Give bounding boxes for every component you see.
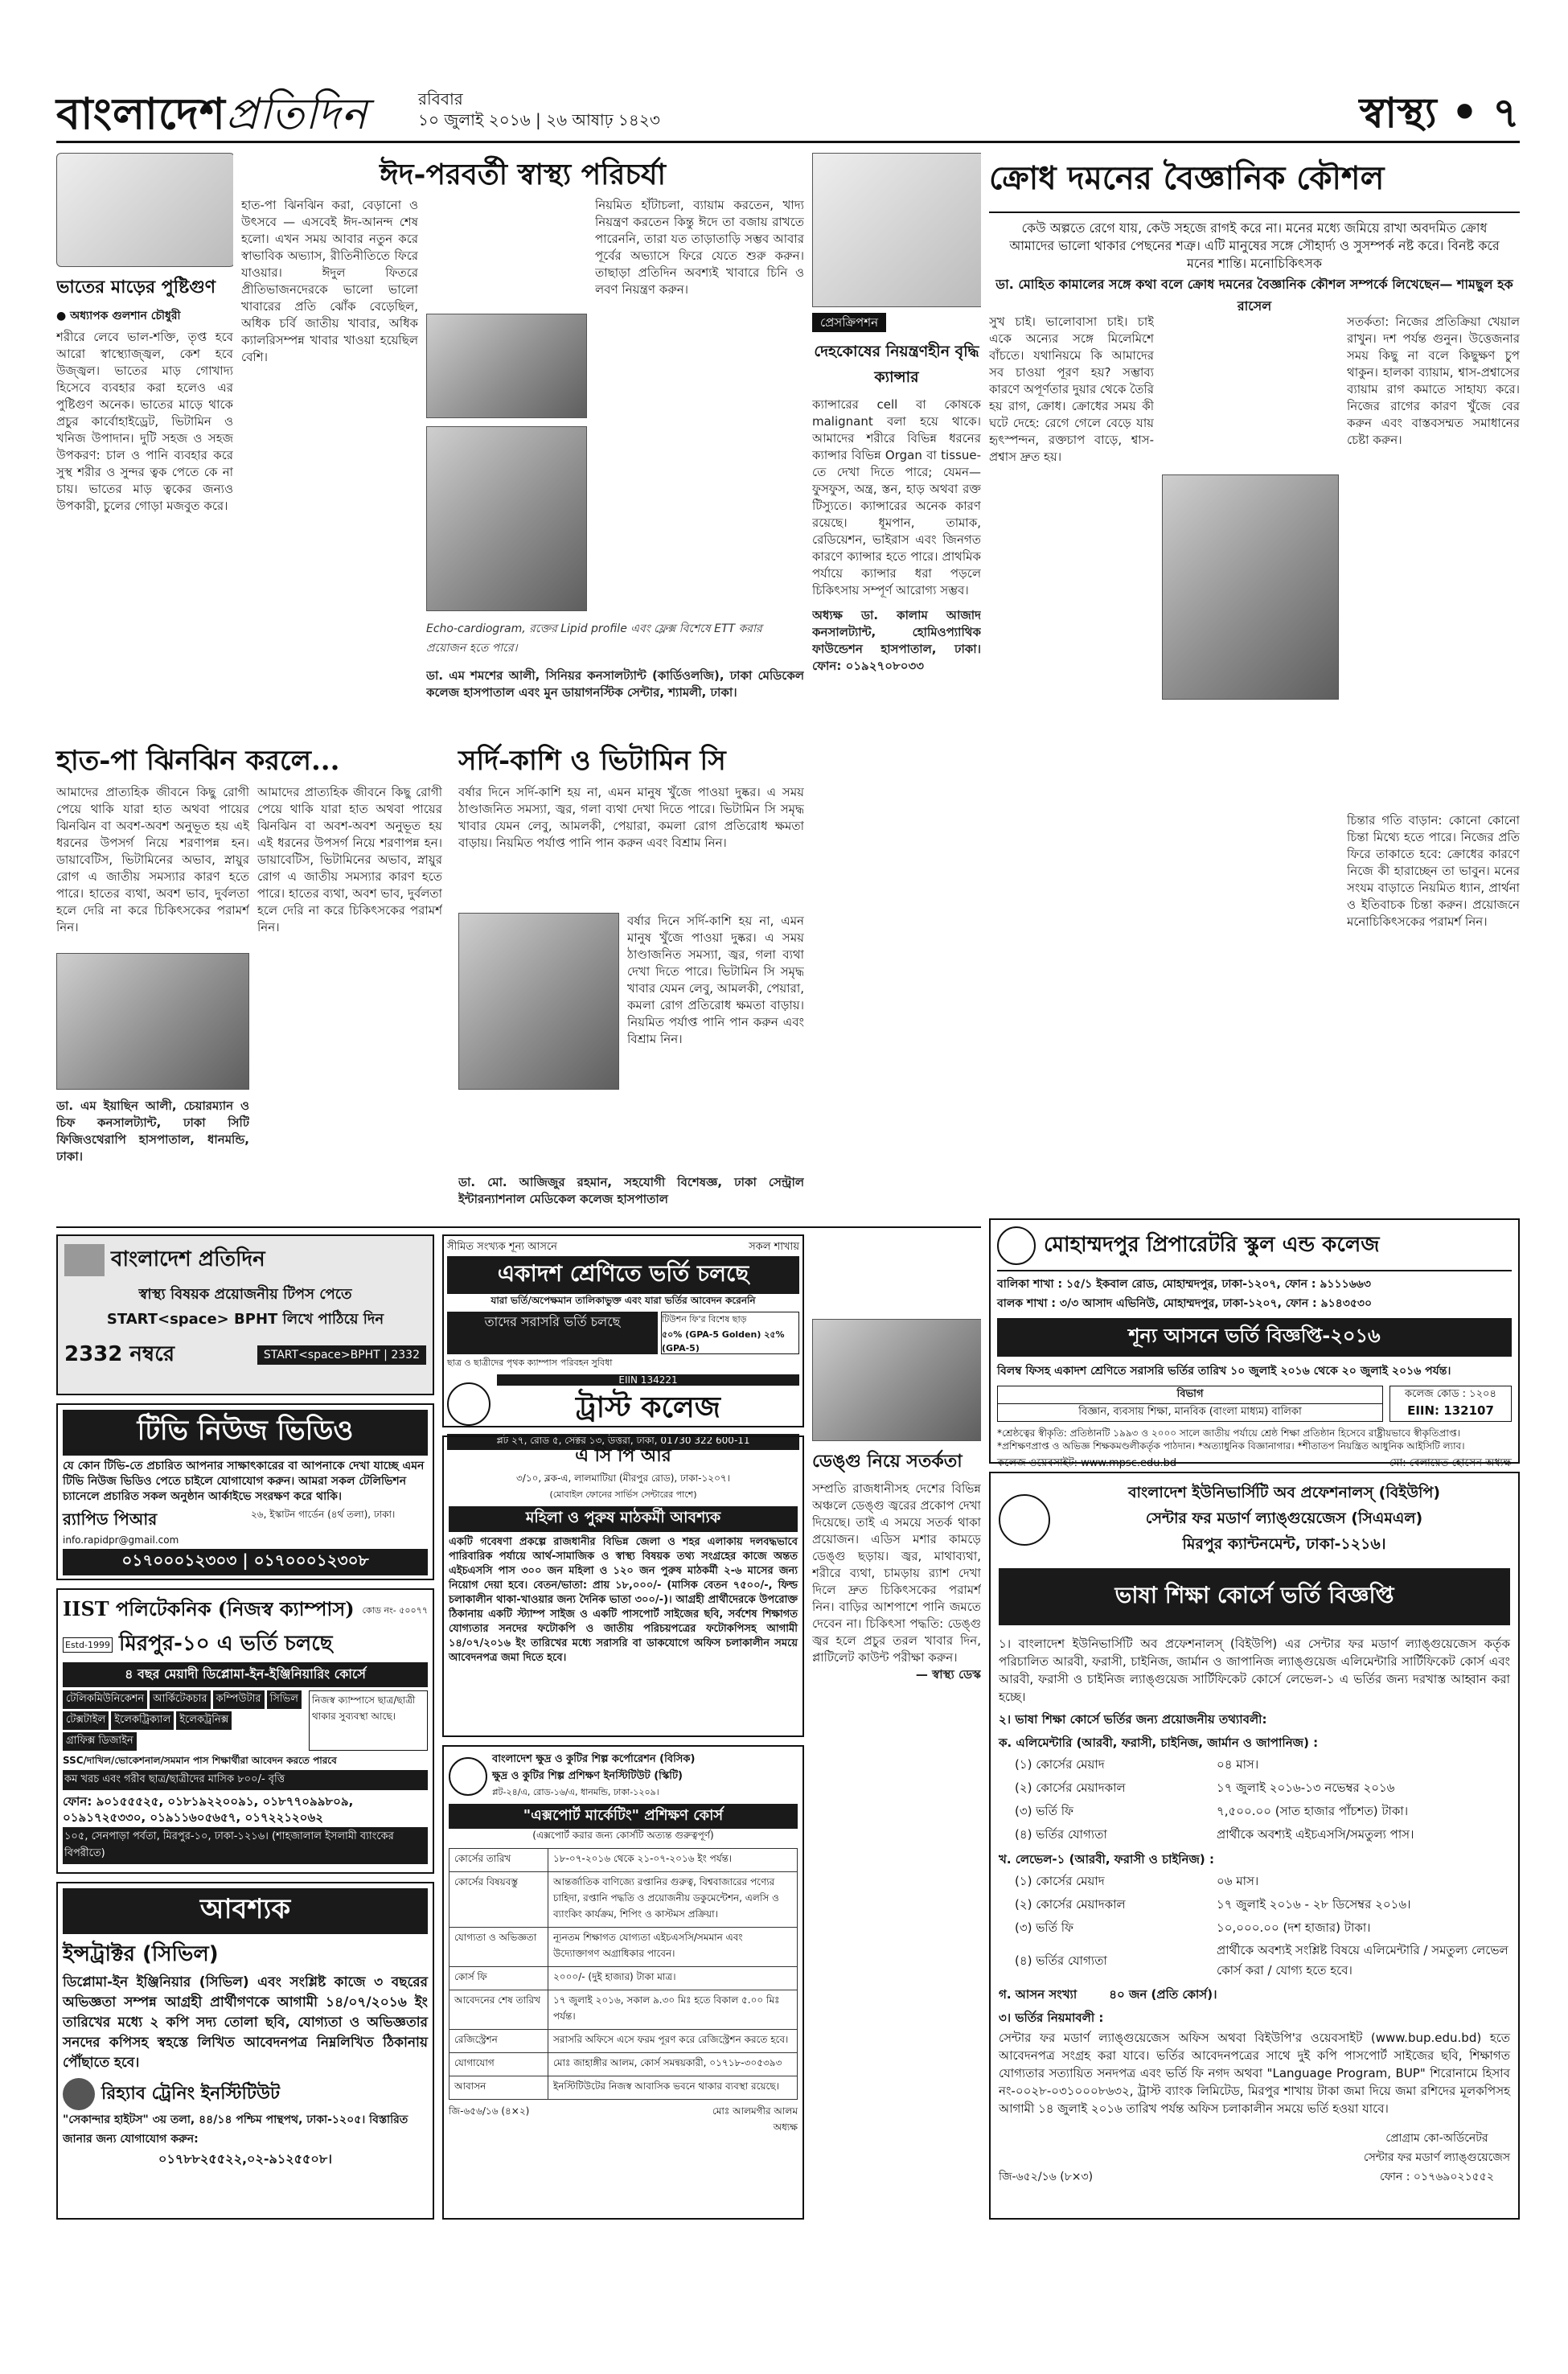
angry-face-image (1162, 474, 1339, 700)
echo-caption: Echo-cardiogram, রক্তের Lipid profile এবং ফ্লেক্স বিশেষে ETT করার প্রয়োজন হতে পারে। (426, 622, 762, 655)
iist-name: IIST পলিটেকনিক (নিজস্ব ক্যাম্পাস) (63, 1597, 355, 1620)
bscic-logo-icon (449, 1757, 487, 1796)
mpsc-website: কলেজ ওয়েবসাইট: www.mpsc.edu.bd (997, 1457, 1177, 1469)
anger-col-1: সুখ চাই। ভালোবাসা চাই। চাই একে অন্যের সঙ্গে মিলেমিশে বাঁচতে। যথানিয়মে কি আমাদের সব চাওয়া পূরণ হয়? সম্ভাব্য কারণে অপূর্ণতার দুয়ার থেকে তৈরি হয় রাগ, ক্রোধ। ক্রোধের সময় কী ঘটে দেহে: রেগে গেলে বেড়ে যায় হৃৎস্পন্দন, রক্তচাপ বাড়ে, শ্বাস-প্রশ্বাস দ্রুত হয়। (989, 314, 1154, 464)
tv-address: ২৬, ইস্কাটন গার্ডেন (৪র্থ তলা), ঢাকা। (251, 1509, 396, 1520)
bscic-signer: মোঃ আলমগীর আলম (712, 2105, 798, 2117)
cold-headline: সর্দি-কাশি ও ভিটামিন সি (458, 745, 726, 777)
prescription-article (812, 153, 981, 1311)
bscic-org-1: বাংলাদেশ ক্ষুদ্র ও কুটির শিল্প কর্পোরেশন (বিসিক) (492, 1753, 696, 1765)
mpsc-signer-title: অধ্যক্ষ (1485, 1457, 1512, 1469)
tech-item: ইলেকট্রিক্যাল (111, 1711, 174, 1730)
bup-a-label: ক. এলিমেন্টারি (আরবী, ফরাসী, চাইনিজ, জার্মান ও জাপানিজ) : (999, 1735, 1319, 1750)
table-row: (৪) ভর্তির যোগ্যতা প্রার্থীকে অবশ্যই সংশ্লিষ্ট বিষয়ে এলিমেন্টারি / সমতুল্য লেভেল কোর্স করা / যোগ্য হতে হবে। (1015, 1943, 1508, 1978)
acpr-name: এ সি পি আর (575, 1445, 671, 1466)
bup-name-1: বাংলাদেশ ইউনিভার্সিটি অব প্রফেশনালস্ (বিইউপি) (1127, 1484, 1441, 1501)
dengue-article (812, 1319, 981, 2220)
bp-line-3: 2332 নম্বরে (64, 1342, 174, 1366)
table-row: আবেদনের শেষ তারিখ ১৭ জুলাই ২০১৬, সকাল ৯.৩০ মিঃ হতে বিকাল ৫.০০ মিঃ পর্যন্ত। (449, 1990, 798, 2030)
bup-b-table (999, 1871, 1510, 1982)
eid-headline: ঈদ-পরবর্তী স্বাস্থ্য পরিচর্যা (380, 158, 666, 191)
hand-byline: ডা. এম ইয়াছিন আলী, চেয়ারম্যান ও চিফ কনসালট্যান্ট, ঢাকা সিটি ফিজিওথেরাপি হাসপাতাল, ধানমন্ডি, ঢাকা। (56, 1099, 249, 1164)
prescription-byline: অধ্যক্ষ ডা. কালাম আজাদ কনসালট্যান্ট, হোমিওপ্যাথিক ফাউন্ডেশন হাসপাতাল, ঢাকা। ফোন: ০১৯২৭০৮০৩৩ (812, 608, 981, 673)
bscic-signer-title: অধ্যক্ষ (773, 2121, 798, 2133)
hand-image (56, 953, 249, 1090)
table-row: আবাসন ইনস্টিটিউটের নিজস্ব আবাসিক ভবনে থাকার ব্যবস্থা রয়েছে। (449, 2076, 798, 2100)
trust-direct: তাদের সরাসরি ভর্তি চলছে (447, 1312, 658, 1354)
table-row: (২) কোর্সের মেয়াদকাল ১৭ জুলাই ২০১৬-১৩ নভেম্বর ২০১৬ (1015, 1780, 1395, 1795)
newspaper-logo: বাংলাদেশপ্রতিদিন (56, 88, 368, 139)
bscic-course: "এক্সপোর্ট মার্কেটিং" প্রশিক্ষণ কোর্স (449, 1804, 798, 1829)
iist-tech-list (63, 1690, 304, 1751)
mpsc-dept-box: বিভাগ বিজ্ঞান, ব্যবসায় শিক্ষা, মানবিক (বাংলা মাধ্যম) বালিকা (997, 1386, 1383, 1422)
iist-phones: ফোন: ৯০১৫৫৫২৫, ০১৮১৯২২০০৯১, ০১৮৭৭০৯৯৮০৯, ০১৯১৭২৫৩৩০, ০১৯১১৬০৫৬৫৭, ০১৭২২১২০৬২ (63, 1794, 354, 1825)
rice-headline: ভাতের মাড়ের পুষ্টিগুণ (56, 277, 216, 298)
bup-coordinator-2: সেন্টার ফর মডার্ণ ল্যাঙ্গুয়েজেস (1363, 2151, 1510, 2164)
bp-line-1: স্বাস্থ্য বিষয়ক প্রয়োজনীয় টিপস পেতে (138, 1286, 352, 1303)
table-row: যোগাযোগ মোঃ জাহাঙ্গীর আলম, কোর্স সমন্বয়কারী, ০১৭১৮-৩০৫৩৯৩ (449, 2053, 798, 2076)
dengue-headline: ডেঙ্গু নিয়ে সতর্কতা (812, 1451, 963, 1472)
acpr-body: একটি গবেষণা প্রকল্পে রাজধানীর বিভিন্ন জেলা ও শহর এলাকায় দলবদ্ধভাবে পারিবারিক পর্যায়ে আর্থ-সামাজিক ও স্বাস্থ্য বিষয়ক তথ্য সংগ্রহের কাজে অন্তত এইচএসসি পাস ৩০০ জন মহিলা ও ১২০ জন পুরুষ মাঠকর্মী ২-৬ মাসের জন্য নিয়োগ দেয়া হবে। বেতন/ভাতা: প্রায় ১৮,০০০/- (মাসিক বেতন ৭৫০০/-, ফিল্ড চলাকালীন থাকা-খাওয়ার জন্য দৈনিক ভাতা ৩০০/-)। আগ্রহী প্রার্থীদেরকে উপরোক্ত ঠিকানায় একটি স্ট্যাম্প সাইজ ও একটি পাসপোর্ট সাইজের ছবি, সর্বশেষ শিক্ষাগত যোগ্যতার সনদের ফটোকপি ও জাতীয় পরিচয়পত্রের ফটোকপিসহ আগামী ১৪/০৭/২০১৬ ইং তারিখের মধ্যে সরাসরি বা ডাকযোগে অফিস চলাকালীন সময়ে আবেদনপত্র জমা দিতে হবে। (449, 1536, 798, 1664)
bp-line-2: START<space> BPHT লিখে পাঠিয়ে দিন (106, 1311, 384, 1328)
dengue-signature: — স্বাস্থ্য ডেস্ক (915, 1667, 981, 1682)
anger-headline: ক্রোধ দমনের বৈজ্ঞানিক কৌশল (989, 153, 1520, 213)
tech-item: সিভিল (267, 1690, 302, 1709)
bup-p1: ১। বাংলাদেশ ইউনিভার্সিটি অব প্রফেশনালস্ (বিইউপি) এর সেন্টার ফর মডার্ণ ল্যাঙ্গুয়েজেস কর্তৃক পরিচালিত আরবী, ফরাসী, চাইনিজ, জার্মান ও জাপানিজ ল্যাঙ্গুয়েজ এলিমেন্টারি সার্টিফিকেট কোর্স এবং আরবী, ফরাসী ও চাইনিজ ল্যাঙ্গুয়েজ সার্টিফিকেট কোর্সে লেভেল-১ এ ভর্তির জন্য দরখাস্ত আহ্বান করা হচ্ছে। (999, 1637, 1510, 1704)
envelope-icon (64, 1244, 105, 1276)
acpr-title: মহিলা ও পুরুষ মাঠকর্মী আবশ্যক (449, 1506, 798, 1532)
bscic-ad (442, 1745, 804, 2220)
bp-sms-box: START<space>BPHT | 2332 (257, 1345, 426, 1365)
bup-name-2: সেন্টার ফর মডার্ণ ল্যাঙ্গুয়েজেস (সিএমএল) (1145, 1509, 1423, 1527)
bup-p2: ২। ভাষা শিক্ষা কোর্সে ভর্তির জন্য প্রয়োজনীয় তথ্যাবলী: (999, 1712, 1267, 1727)
hand-headline-wrap (56, 740, 458, 780)
table-row: কোর্স ফি ২০০০/- (দুই হাজার) টাকা মাত্র। (449, 1967, 798, 1990)
cold-body: বর্ষার দিনে সর্দি-কাশি হয় না, এমন মানুষ খুঁজে পাওয়া দুষ্কর। এ সময় ঠাণ্ডাজনিত সমস্যা, জ্বর, গলা ব্যথা দেখা দিতে পারে। ভিটামিন সি সমৃদ্ধ খাবার যেমন লেবু, আমলকী, পেয়ারা, কমলা রোগ প্রতিরোধ ক্ষমতা বাড়ায়। নিয়মিত পর্যাপ্ত পানি পান করুন এবং বিশ্রাম নিন। (458, 785, 804, 850)
section-title: স্বাস্থ্য • ৭ (1359, 88, 1520, 138)
cold-col-2: বর্ষার দিনে সর্দি-কাশি হয় না, এমন মানুষ খুঁজে পাওয়া দুষ্কর। এ সময় ঠাণ্ডাজনিত সমস্যা, জ্বর, গলা ব্যথা দেখা দিতে পারে। ভিটামিন সি সমৃদ্ধ খাবার যেমন লেবু, আমলকী, পেয়ারা, কমলা রোগ প্রতিরোধ ক্ষমতা বাড়ায়। নিয়মিত পর্যাপ্ত পানি পান করুন এবং বিশ্রাম নিন। (627, 914, 804, 1046)
mpsc-notice: বিলম্ব ফিসহ একাদশ শ্রেণিতে সরাসরি ভর্তির তারিখ ১০ জুলাই ২০১৬ থেকে ২০ জুলাই ২০১৬ পর্যন্ত। (997, 1365, 1451, 1378)
trust-transport: পরিবহন সুবিধা (560, 1357, 613, 1368)
tech-item: টেক্সটাইল (63, 1711, 109, 1730)
iist-code: কোড নং- ৫০০৭৭ (362, 1604, 428, 1616)
mpsc-ad (989, 1218, 1520, 1469)
table-row: রেজিস্ট্রেশন সরাসরি অফিসে এসে ফরম পূরণ করে রেজিস্ট্রেশন করতে হবে। (449, 2030, 798, 2053)
instructor-phones: ০১৭৮৮২৫৫২২,০২-৯১২৫৫০৮। (158, 2151, 332, 2167)
trust-address: প্লট ২৭, রোড ৫, সেক্টর ১৩, উত্তরা, ঢাকা, 01730 322 600-11 (447, 1434, 799, 1450)
table-row: (১) কোর্সের মেয়াদ ০৪ মাস। (1015, 1757, 1259, 1772)
mpsc-branch-1: বালিকা শাখা : ১৫/১ ইকবাল রোড, মোহাম্মদপুর, ঢাকা-১২০৭, ফোন : ৯১১১৬৬৩ (997, 1278, 1371, 1291)
tv-body: যে কোন টিভি-তে প্রচারিত আপনার সাক্ষাৎকারের বা আপনাকে দেখা যাচ্ছে এমন টিভি নিউজ ভিডিও পেতে চাইলে যোগাযোগ করুন। আমরা সকল টেলিভিশন চ্যানেলে প্রচারিত সকল অনুষ্ঠান আর্কাইভে সংরক্ষণ করে থাকি। (63, 1460, 425, 1503)
eid-col-2: নিয়মিত হাঁটাচলা, ব্যায়াম করতেন, খাদ্য নিয়ন্ত্রণ করতেন কিন্তু ঈদে তা বজায় রাখতে পারেননি, তারা যত তাড়াতাড়ি সম্ভব আবার পূর্বের অভ্যাসে ফিরে যেতে শুরু করুন। তাছাড়া প্রতিদিন অবশ্যই খাবারে চিনি ও লবণ নিয়ন্ত্রণ করুন। (595, 198, 804, 297)
acpr-note: (মোবাইল ফোনের সার্ভিস সেন্টারের পাশে) (549, 1489, 697, 1500)
trust-title: একাদশ শ্রেণিতে ভর্তি চলছে (447, 1256, 799, 1294)
eid-headline-wrap (241, 153, 804, 193)
mpsc-name: মোহাম্মদপুর প্রিপারেটরি স্কুল এন্ড কলেজ (1044, 1233, 1380, 1257)
iist-est: Estd-1999 (63, 1637, 113, 1653)
table-row: (৪) ভর্তির যোগ্যতা প্রার্থীকে অবশ্যই এইচএসসি/সমতুল্য পাস। (1015, 1827, 1414, 1842)
bup-a-table (999, 1754, 1510, 1847)
bup-banner: ভাষা শিক্ষা কোর্সে ভর্তি বিজ্ঞপ্তি (999, 1568, 1510, 1625)
table-row: কোর্সের তারিখ ১৮-০৭-২০১৬ থেকে ২১-০৭-২০১৬ ইং পর্যন্ত। (449, 1849, 798, 1872)
trust-tuition: টিউশন ফি'র বিশেষ ছাড় ৫০% (GPA-5 Golden) ২৫% (GPA-5) (661, 1312, 799, 1354)
eid-byline: ডা. এম শমশের আলী, সিনিয়র কনসালট্যান্ট (কার্ডিওলজি), ঢাকা মেডিকেল কলেজ হাসপাতাল এবং মুন ডায়াগনস্টিক সেন্টার, শ্যামলী, ঢাকা। (426, 668, 804, 700)
rehab-logo-icon (63, 2078, 95, 2110)
tv-news-ad (56, 1403, 434, 1580)
bup-logo-icon (999, 1494, 1050, 1546)
table-row: কোর্সের বিষয়বস্তু আন্তর্জাতিক বাণিজ্যে রপ্তানির গুরুত্ব, বিশ্ববাজারের পণ্যের চাহিদা, রপ্তানি পদ্ধতি ও প্রয়োজনীয় ডকুমেন্টেশন, এলসি ও ব্যাংকিং কার্যক্রম, শিপিং ও কাস্টমস প্রক্রিয়া। (449, 1872, 798, 1928)
iist-course: ৪ বছর মেয়াদী ডিপ্লোমা-ইন-ইঞ্জিনিয়ারিং কোর্সে (63, 1662, 428, 1687)
prescription-body: ক্যান্সারের cell বা কোষকে malignant বলা হয়ে থাকে। আমাদের শরীরে বিভিন্ন ধরনের ক্যান্সার বিভিন্ন Organ বা tissue-তে দেখা দিতে পারে; যেমন— ফুসফুস, অন্ত্র, স্তন, হাড় অথবা রক্ত টিস্যুতে। ক্যান্সারের অনেক কারণ রয়েছে। ধূমপান, তামাক, রেডিয়েশন, ভাইরাস এবং জিনগত কারণে ক্যান্সার হতে পারে। প্রাথমিক পর্যায়ে ক্যান্সার ধরা পড়লে চিকিৎসায় সম্পূর্ণ আরোগ্য সম্ভব। (812, 397, 981, 598)
tv-phones: ০১৭০০০১২৩০৩ | ০১৭০০০১২৩০৮ (63, 1549, 428, 1575)
cold-headline-wrap (458, 740, 804, 780)
sneezing-woman-image (458, 913, 619, 1090)
bup-coordinator: প্রোগ্রাম কো-অর্ডিনেটর (1385, 2132, 1488, 2145)
cold-byline: ডা. মো. আজিজুর রহমান, সহযোগী বিশেষজ্ঞ, ঢাকা সেন্ট্রাল ইন্টারন্যাশনাল মেডিকেল কলেজ হাসপাতাল (458, 1175, 804, 1206)
mosquito-image (812, 1319, 981, 1441)
bp-sms-ad (56, 1234, 434, 1395)
instructor-ad (56, 1882, 434, 2220)
eid-col-1: হাত-পা ঝিনঝিন করা, বেড়ানো ও উৎসবে — এসবেই ঈদ-আনন্দ শেষ হলো। এখন সময় আবার নতুন করে স্বাভাবিক অভ্যাস, রীতিনীতিতে ফিরে যাওয়ার। ঈদুল ফিতরে প্রীতিভাজনদেরকে ভালো ভালো খাবারের প্রতি ঝোঁক বেড়েছিল, অধিক চর্বি জাতীয় খাবার, অধিক ক্যালরিসম্পন্ন খাবার খাওয়া হয়েছিল বেশি। (241, 198, 418, 364)
table-row: যোগ্যতা ও অভিজ্ঞতা ন্যূনতম শিক্ষাগত যোগ্যতা এইচএসসি/সমমান এবং উদ্যোক্তাগণ অগ্রাধিকার পাবেন। (449, 1928, 798, 1967)
trust-hostel: ছাত্র ও ছাত্রীদের পৃথক ক্যাম্পাস (447, 1357, 557, 1368)
trust-top: সীমিত সংখ্যক শূন্য আসনে (447, 1241, 557, 1253)
food-tray-image (426, 426, 587, 611)
anger-article (989, 153, 1520, 1214)
bup-p3: ৩। ভর্তির নিয়মাবলী : (999, 2011, 1104, 2025)
iist-admission: মিরপুর-১০ এ ভর্তি চলছে (118, 1632, 333, 1656)
instructor-body: ডিপ্লোমা-ইন ইঞ্জিনিয়ার (সিভিল) এবং সংশ্লিষ্ট কাজে ৩ বছরের অভিজ্ঞতা সম্পন্ন আগ্রহী প্রার্থীগণকে আগামী ১৪/০৭/২০১৬ ইং তারিখের মধ্যে ২ কপি সদ্য তোলা ছবি, যোগ্যতা ও অভিজ্ঞতার সনদের কপিসহ স্বহস্তে লিখিত আবেদনপত্র নিম্নলিখিত ঠিকানায় পৌঁছাতে হবে। (63, 1974, 428, 2071)
mpsc-signer: মো: বেলায়েত হোসেন (1389, 1457, 1482, 1469)
anger-intro: কেউ অল্পতে রেগে যায়, কেউ সহজে রাগই করে না। মনের মধ্যে জমিয়ে রাখা অবদমিত ক্রোধ আমাদের ভালো থাকার পেছনের শত্রু। এটি মানুষের সঙ্গে সৌহার্দ্য ও সুসম্পর্ক নষ্ট করে। বিনষ্ট করে মনের শান্তি। মনোচিকিৎসক (1009, 220, 1500, 271)
anger-intro-byline: ডা. মোহিত কামালের সঙ্গে কথা বলে ক্রোধ দমনের বৈজ্ঞানিক কৌশল সম্পর্কে লিখেছেন— শামছুল হক রাসেল (995, 277, 1513, 314)
acpr-ad (442, 1435, 804, 1737)
bup-address: মিরপুর ক্যান্টনমেন্ট, ঢাকা-১২১৬। (1182, 1535, 1386, 1553)
tablet-prescription-image (812, 153, 981, 307)
instructor-role: ইন্সট্রাক্টর (সিভিল) (63, 1942, 219, 1966)
dengue-body: সম্প্রতি রাজধানীসহ দেশের বিভিন্ন অঞ্চলে ডেঙ্গু জ্বরের প্রকোপ দেখা দিয়েছে। তাই এ সময়ে সতর্ক থাকা প্রয়োজন। এডিস মশার কামড়ে ডেঙ্গু ছড়ায়। জ্বর, মাথাব্যথা, শরীরে ব্যথা, চামড়ায় র‍্যাশ দেখা দিলে দ্রুত চিকিৎসকের পরামর্শ নিন। বাড়ির আশপাশে পানি জমতে দেবেন না। চিকিৎসা পদ্ধতি: ডেঙ্গু জ্বর হলে প্রচুর তরল খাবার দিন, প্লাটিলেট কাউন্ট পরীক্ষা করুন। (812, 1481, 981, 1665)
tech-item: আর্কিটেকচার (150, 1690, 210, 1709)
divider (56, 1226, 981, 1228)
tech-item: গ্রাফিক্স ডিজাইন (63, 1732, 137, 1751)
hand-body: আমাদের প্রাত্যহিক জীবনে কিছু রোগী পেয়ে থাকি যারা হাত অথবা পায়ের ঝিনঝিন বা অবশ-অবশ অনুভূত হয় এই ধরনের উপসর্গ নিয়ে শরণাপন্ন হন। ডায়াবেটিস, ভিটামিনের অভাব, স্নায়ুর রোগ এ জাতীয় সমস্যার কারণ হতে পারে। হাতের ব্যথা, অবশ ভাব, দুর্বলতা হলে দেরি না করে চিকিৎসকের পরামর্শ নিন। (56, 785, 249, 934)
food-plate-image (426, 314, 587, 418)
bup-b-label: খ. লেভেল-১ (আরবী, ফরাসী ও চাইনিজ) : (999, 1852, 1214, 1867)
hand-headline: হাত-পা ঝিনঝিন করলে... (56, 745, 340, 777)
instructor-address: "সেকান্দার হাইটস" ৩য় তলা, ৪৪/১৪ পশ্চিম পান্থপথ, ঢাকা-১২০৫। বিস্তারিত জানার জন্য যোগাযোগ করুন: (63, 2113, 408, 2146)
mpsc-code-box: কলেজ কোড : ১২০৪ EIIN: 132107 (1389, 1386, 1512, 1422)
instructor-title: আবশ্যক (63, 1888, 428, 1934)
instructor-org: রিহ্যাব ট্রেনিং ইনস্টিটিউট (101, 2083, 280, 2104)
tv-title: টিভি নিউজ ভিডিও (63, 1410, 428, 1456)
bscic-org-2: ক্ষুদ্র ও কুটির শিল্প প্রশিক্ষণ ইনস্টিটিউট (স্কিটি) (492, 1770, 683, 1782)
table-row: (২) কোর্সের মেয়াদকাল ১৭ জুলাই ২০১৬ - ২৮ ডিসেম্বর ২০১৬। (1015, 1897, 1411, 1912)
rice-body: শরীরে লেবে ভাল-শক্তি, তৃপ্ত হবে আরো স্বাস্থ্যোজ্জ্বল, কেশ হবে উজ্জ্বল। ভাতের মাড় গোখাদ্য হিসেবে ব্যবহার করা হলেও এর পুষ্টিগুণ অনেক। ভাতের মাড়ে থাকে প্রচুর কার্বোহাইড্রেট, ভিটামিন ও খনিজ উপাদান। দুটি সহজ ও সহজ উপকরণ: চাল ও পানি ব্যবহার করে সুস্থ শরীর ও সুন্দর ত্বক পেতে কে না চায়। ভাতের মাড় ত্বকের জন্যও উপকারী, চুলের গোড়া মজবুত করে। (56, 330, 233, 513)
bscic-sub: (এক্সপোর্ট করার জন্য কোর্সটি অত্যন্ত গুরুত্বপূর্ণ) (532, 1830, 714, 1841)
trust-eiin: EIIN 134221 (497, 1374, 799, 1386)
mpsc-branch-2: বালক শাখা : ৩/৩ আসাদ এভিনিউ, মোহাম্মদপুর, ঢাকা-১২০৭, ফোন : ৯১৪৩৫৩০ (997, 1297, 1373, 1310)
anger-col-3: চিন্তার গতি বাড়ান: কোনো কোনো চিন্তা মিথ্যে হতে পারে। নিজের প্রতি ফিরে তাকাতে হবে: ক্রোধের কারণে নিজে কী হারাচ্ছেন তা ভাবুন। মনের সংযম বাড়াতে নিয়মিত ধ্যান, প্রার্থনা ও ইতিবাচক চিন্তা করুন। প্রয়োজনে মনোচিকিৎসকের পরামর্শ নিন। (1347, 813, 1520, 929)
trust-logo-icon (447, 1382, 491, 1426)
bscic-address: প্লট-২৪/এ, রোড-১৬/এ, ধানমন্ডি, ঢাকা-১২০৯। (492, 1787, 659, 1797)
trust-name: ট্রাস্ট কলেজ (576, 1390, 720, 1424)
bup-ref: জি-৬৫২/১৬ (৮×৩) (999, 2171, 1094, 2183)
iist-address: ১০৫, সেনপাড়া পর্বতা, মিরপুর-১০, ঢাকা-১২১৬। (শাহজালাল ইসলামী ব্যাংকের বিপরীতে) (63, 1827, 428, 1864)
issue-date: রবিবার ১০ জুলাই ২০১৬ | ২৬ আষাঢ় ১৪২৩ (418, 89, 660, 129)
mpsc-banner: শূন্য আসনে ভর্তি বিজ্ঞপ্তি-২০১৬ (997, 1318, 1512, 1357)
acpr-address: ৩/১০, ব্লক-এ, লালমাটিয়া (মীরপুর রোড), ঢাকা-১২০৭। (515, 1472, 730, 1484)
bscic-ref: জি-৬৫৬/১৬ (৪×২) (449, 2105, 530, 2117)
tv-email: info.rapidpr@gmail.com (63, 1534, 179, 1546)
bup-c-row: গ. আসন সংখ্যা ৪০ জন (প্রতি কোর্স)। (999, 1987, 1217, 2002)
iist-hostel: নিজস্ব ক্যাম্পাসে ছাত্র/ছাত্রী থাকার সুব্যবস্থা আছে। (309, 1690, 428, 1751)
bup-ad (989, 1472, 1520, 2220)
prescription-tag: প্রেসক্রিপশন (812, 313, 886, 332)
bp-brand: বাংলাদেশ প্রতিদিন (111, 1247, 265, 1271)
tech-item: কম্পিউটার (213, 1690, 265, 1709)
rice-author: ● অধ্যাপক গুলশান চৌধুরী (56, 310, 181, 322)
anger-col-2: সতর্কতা: নিজের প্রতিক্রিয়া খেয়াল রাখুন। দশ পর্যন্ত গুনুন। উত্তেজনার সময় কিছু না বলে কিছুক্ষণ চুপ থাকুন। হালকা ব্যায়াম, শ্বাস-প্রশ্বাসের ব্যায়াম রাগ কমাতে সাহায্য করে। নিজের রাগের কারণ খুঁজে বের করুন এবং বাস্তবসম্মত সমাধানের চেষ্টা করুন। (1347, 314, 1520, 447)
table-row: (১) কোর্সের মেয়াদ ০৬ মাস। (1015, 1874, 1259, 1888)
table-row: (৩) ভর্তি ফি ১০,০০০.০০ (দশ হাজার) টাকা। (1015, 1920, 1371, 1935)
tech-item: ইলেকট্রনিক্স (176, 1711, 232, 1730)
bscic-table (449, 1848, 798, 2100)
trust-top-2: সকল শাখায় (749, 1241, 799, 1253)
bup-p3-body: সেন্টার ফর মডার্ণ ল্যাঙ্গুয়েজেস অফিস অথবা বিইউপি'র ওয়েবসাইট (www.bup.edu.bd) হতে আবেদনপত্র সংগ্রহ করা যাবে। ভর্তির আবেদনপত্রের সাথে দুই কপি পাসপোর্ট সাইজের ছবি, শিক্ষাগত যোগ্যতার সত্যায়িত সনদপত্র এবং ভর্তি ফি নগদ অথবা "Language Program, BUP" শিরোনামে হিসাব নং-০০২৮-০৩১০০০৮৬৩২, ট্রাস্ট ব্যাংক লিমিটেড, মিরপুর শাখায় টাকা জমা দিয়ে জমা রশিদের মূলকপিসহ আগামী ১৪ জুলাই ২০১৬ তারিখ পর্যন্ত অফিস চলাকালীন সময়ে ভর্তি হওয়া যাবে। (999, 2031, 1510, 2116)
table-row: (৩) ভর্তি ফি ৭,৫০০.০০ (সাত হাজার পাঁচশত) টাকা। (1015, 1804, 1409, 1818)
bup-phone: ফোন : ০১৭৬৯০২১৫৫২ (1379, 2171, 1494, 2183)
mpsc-footer: *শ্রেষ্ঠত্বের স্বীকৃতি: প্রতিষ্ঠানটি ১৯৯৩ ও ২০০০ সালে জাতীয় পর্যায়ে শ্রেষ্ঠ শিক্ষা প্রতিষ্ঠান হিসেবে রাষ্ট্রীয়ভাবে স্বীকৃতিপ্রাপ্ত। *প্রশিক্ষণপ্রাপ্ত ও অভিজ্ঞ শিক্ষকমণ্ডলীকর্তৃক পাঠদান। *অত্যাধুনিক বিজ্ঞানাগার। *শীতাতপ নিয়ন্ত্রিত আধুনিক আইসিটি ল্যাব। (997, 1427, 1465, 1452)
trust-college-ad (442, 1234, 804, 1446)
masthead (56, 80, 1520, 143)
hand-col-2: আমাদের প্রাত্যহিক জীবনে কিছু রোগী পেয়ে থাকি যারা হাত অথবা পায়ের ঝিনঝিন বা অবশ-অবশ অনুভূত হয় এই ধরনের উপসর্গ নিয়ে শরণাপন্ন হন। ডায়াবেটিস, ভিটামিনের অভাব, স্নায়ুর রোগ এ জাতীয় সমস্যার কারণ হতে পারে। হাতের ব্যথা, অবশ ভাব, দুর্বলতা হলে দেরি না করে চিকিৎসকের পরামর্শ নিন। (257, 785, 442, 934)
iist-fee: কম খরচ এবং গরীব ছাত্র/ছাত্রীদের মাসিক ৮০০/- বৃত্তি (63, 1770, 428, 1790)
school-logo-icon (997, 1226, 1036, 1265)
rice-article (56, 153, 233, 732)
trust-sub: যারা ভর্তি/অপেক্ষমান তালিকাভুক্ত এবং যারা ভর্তির আবেদন করেননি (491, 1295, 756, 1306)
iist-ssc: SSC/দাখিল/ভোকেশনাল/সমমান পাস শিক্ষার্থীরা আবেদন করতে পারবে (63, 1755, 337, 1766)
rice-bowl-image (56, 153, 233, 267)
tech-item: টেলিকমিউনিকেশন (63, 1690, 147, 1709)
iist-ad (56, 1588, 434, 1874)
tv-brand: র‍্যাপিড পিআর (63, 1509, 158, 1529)
prescription-headline: দেহকোষের নিয়ন্ত্রণহীন বৃদ্ধি ক্যান্সার (814, 343, 979, 386)
